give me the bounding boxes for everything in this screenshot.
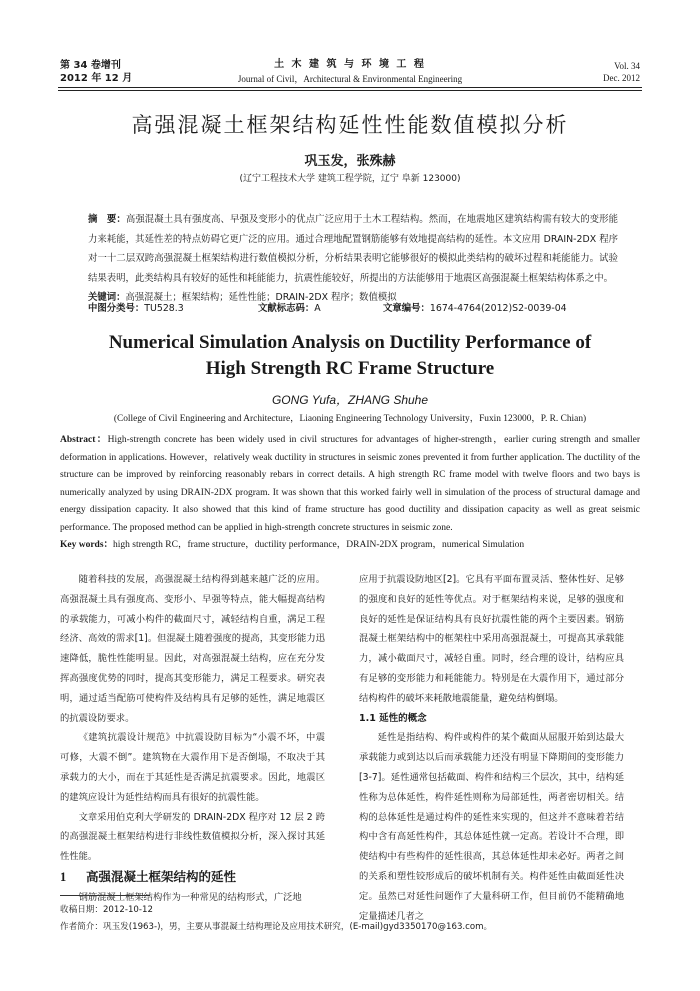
- header-rule-thin: [58, 90, 642, 91]
- keywords-cn-label: 关键词：: [88, 292, 126, 303]
- article-number-label: 文章编号：: [383, 303, 430, 314]
- affiliation-en: (College of Civil Engineering and Architecture，Liaoning Engineering Technology University，Fuxin 123000，P. R. Chian): [113, 414, 587, 424]
- body-paragraph: 钢筋混凝土框架结构作为一种常见的结构形式，广泛地: [78, 891, 302, 903]
- header-volume-info: [60, 59, 132, 85]
- doc-code-label: 文献标志码：: [258, 303, 315, 314]
- header-volume-en: Vol. 34: [614, 61, 640, 71]
- header-date-en: Dec. 2012: [603, 73, 640, 83]
- section-heading-1: [60, 867, 325, 888]
- footnote-rule: [60, 895, 150, 896]
- abstract-en-text: High-strength concrete has been widely used in civil structures for advantages of higher-strength，earlier curing strength and smaller deformation in applications. However，relatively weak ductility in structures in seismic zones prevented it from further application. The ductility of the structure can be improved by reinforcing reasonably rebars in correct details. A high strength RC frame model with twelve floors and two bays is numerically analyzed by using DRAIN-2DX program. It was shown that this worked fairly well in simulation of the process of structural damage and energy dissipation capacity. It also showed that this kind of frame structure has good ductility and dissipation capacity as well as great seismic performance. The proposed method can be applied in high-strength concrete structures in seismic zone.: [60, 435, 640, 533]
- header-rule-thick: [58, 87, 642, 88]
- header-date-cn: 2012 年 12 月: [60, 73, 133, 84]
- clc-number: [88, 300, 184, 314]
- abstract-cn-label: 摘 要：: [88, 214, 126, 225]
- keywords-en-text: high strength RC，frame structure，ductility performance，DRAIN-2DX program，numerical Simulation: [113, 540, 525, 550]
- abstract-cn-text: 高强混凝土具有强度高、早强及变形小的优点广泛应用于土木工程结构。然而，在地震地区建筑结构需有较大的变形能力来耗能，其延性差的特点妨碍它更广泛的应用。通过合理地配置钢筋能够有效地提高结构的延性。本文应用 DRAIN-2DX 程序对一十二层双跨高强混凝土框架结构进行数值模拟分析，分析结果表明它能够很好的模拟此类结构的破坏过程和耗能能力。试验结果表明，此类结构具有较好的延性和耗能能力，抗震性能较好，所提出的方法能够用于地震区高强混凝土框架结构体系之中。: [88, 214, 618, 284]
- article-number-value: 1674-4764(2012)S2-0039-04: [429, 303, 567, 314]
- article-number: [383, 300, 567, 314]
- doc-code-value: A: [314, 303, 321, 314]
- footnote: [60, 902, 492, 936]
- author-bio: 作者简介：巩玉发(1963-)，男，主要从事混凝土结构理论及应用技术研究，(E-mail)gyd3350170@163.com。: [60, 922, 493, 932]
- keywords-en-label: Key words：: [60, 540, 114, 550]
- abstract-cn: [88, 210, 618, 308]
- body-paragraph: 《建筑抗震设计规范》中抗震设防目标为“小震不坏，中震可修，大震不倒”。建筑物在大震作用下是否倒塌，不取决于其承载力的大小，而在于其延性是否满足抗震要求。因此，地震区的建筑应设计为延性结构而具有很好的抗震性能。: [60, 732, 325, 803]
- journal-title-en: Journal of Civil，Architectural & Environmental Engineering: [237, 74, 463, 84]
- paper-title-cn: 高强混凝土框架结构延性性能数值模拟分析: [131, 113, 569, 137]
- received-date: 收稿日期：2012-10-12: [60, 905, 153, 915]
- journal-title-cn: 土 木 建 筑 与 环 境 工 程: [274, 59, 426, 70]
- paper-title-en-line1: Numerical Simulation Analysis on Ductility Performance of: [108, 332, 592, 353]
- authors-cn: 巩玉发，张殊赫: [304, 154, 396, 169]
- header-volume-en-info: [603, 60, 640, 84]
- section-title: 高强混凝土框架结构的延性: [86, 868, 237, 884]
- section-number: 1: [60, 869, 67, 884]
- header-journal: [150, 58, 550, 86]
- body-column-left: [60, 570, 325, 908]
- keywords-cn-text: 高强混凝土；框架结构；延性性能；DRAIN-2DX 程序；数值模拟: [125, 292, 397, 303]
- clc-label: 中图分类号：: [88, 303, 145, 314]
- abstract-en-label: Abstract：: [60, 435, 108, 445]
- document-code: [258, 300, 321, 314]
- paper-title-en: [60, 330, 640, 382]
- paper-title-en-line2: High Strength RC Frame Structure: [205, 358, 495, 379]
- body-paragraph: 应用于抗震设防地区[2]。它具有平面布置灵活、整体性好、足够的强度和良好的延性等优点。对于框架结构来说，足够的强度和良好的延性是保证结构具有良好抗震性能的两个主要因素。钢筋混凝土框架结构中的框架柱中采用高强混凝土，可提高其承载能力，减小截面尺寸，减轻自重。同时，经合理的设计，结构应具有足够的变形能力和耗能能力。特别是在大震作用下，通过部分结构构件的破坏来耗散地震能量，避免结构倒塌。: [359, 574, 624, 704]
- affiliation-cn: (辽宁工程技术大学 建筑工程学院，辽宁 阜新 123000): [239, 174, 461, 184]
- body-paragraph: 随着科技的发展，高强混凝土结构得到越来越广泛的应用。高强混凝土具有强度高、变形小、早强等特点，能大幅提高结构的承载能力，可减小构件的截面尺寸，减轻结构自重，满足工程经济、高效的需求[1]。但混凝土随着强度的提高，其变形能力迅速降低，脆性性能明显。因此，对高强混凝土结构，应在充分发挥高强度优势的同时，提高其变形能力，满足工程要求。研究表明，通过适当配筋可使构件及结构具有足够的延性，满足地震区的抗震设防要求。: [60, 574, 325, 724]
- authors-en: GONG Yufa，ZHANG Shuhe: [271, 393, 429, 407]
- header-volume-cn: 第 34 卷增刊: [60, 60, 121, 71]
- body-paragraph: 文章采用伯克利大学研发的 DRAIN-2DX 程序对 12 层 2 跨的高强混凝土框架结构进行非线性数值模拟分析，深入探讨其延性性能。: [60, 811, 325, 863]
- clc-value: TU528.3: [144, 303, 184, 314]
- subsection-heading-1-1: 1.1 延性的概念: [359, 712, 427, 724]
- abstract-en: [60, 432, 640, 555]
- body-column-right: [359, 570, 624, 926]
- body-paragraph: 延性是指结构、构件或构件的某个截面从屈服开始到达最大承载能力或到达以后而承载能力还没有明显下降期间的变形能力[3-7]。延性通常包括截面、构件和结构三个层次，其中，结构延性称为总体延性，构件延性则称为局部延性，两者密切相关。结构的总体延性是通过构件的延性来实现的，但这并不意味着若结构中含有高延性构件，其总体延性就一定高。若设计不合理，即使结构中有些构件的延性很高，其总体延性却未必好。两者之间的关系和塑性铰形成后的破坏机制有关。构件延性由截面延性决定。虽然已对延性问题作了大量科研工作，但目前仍不能精确地定量描述几者之: [359, 732, 624, 922]
